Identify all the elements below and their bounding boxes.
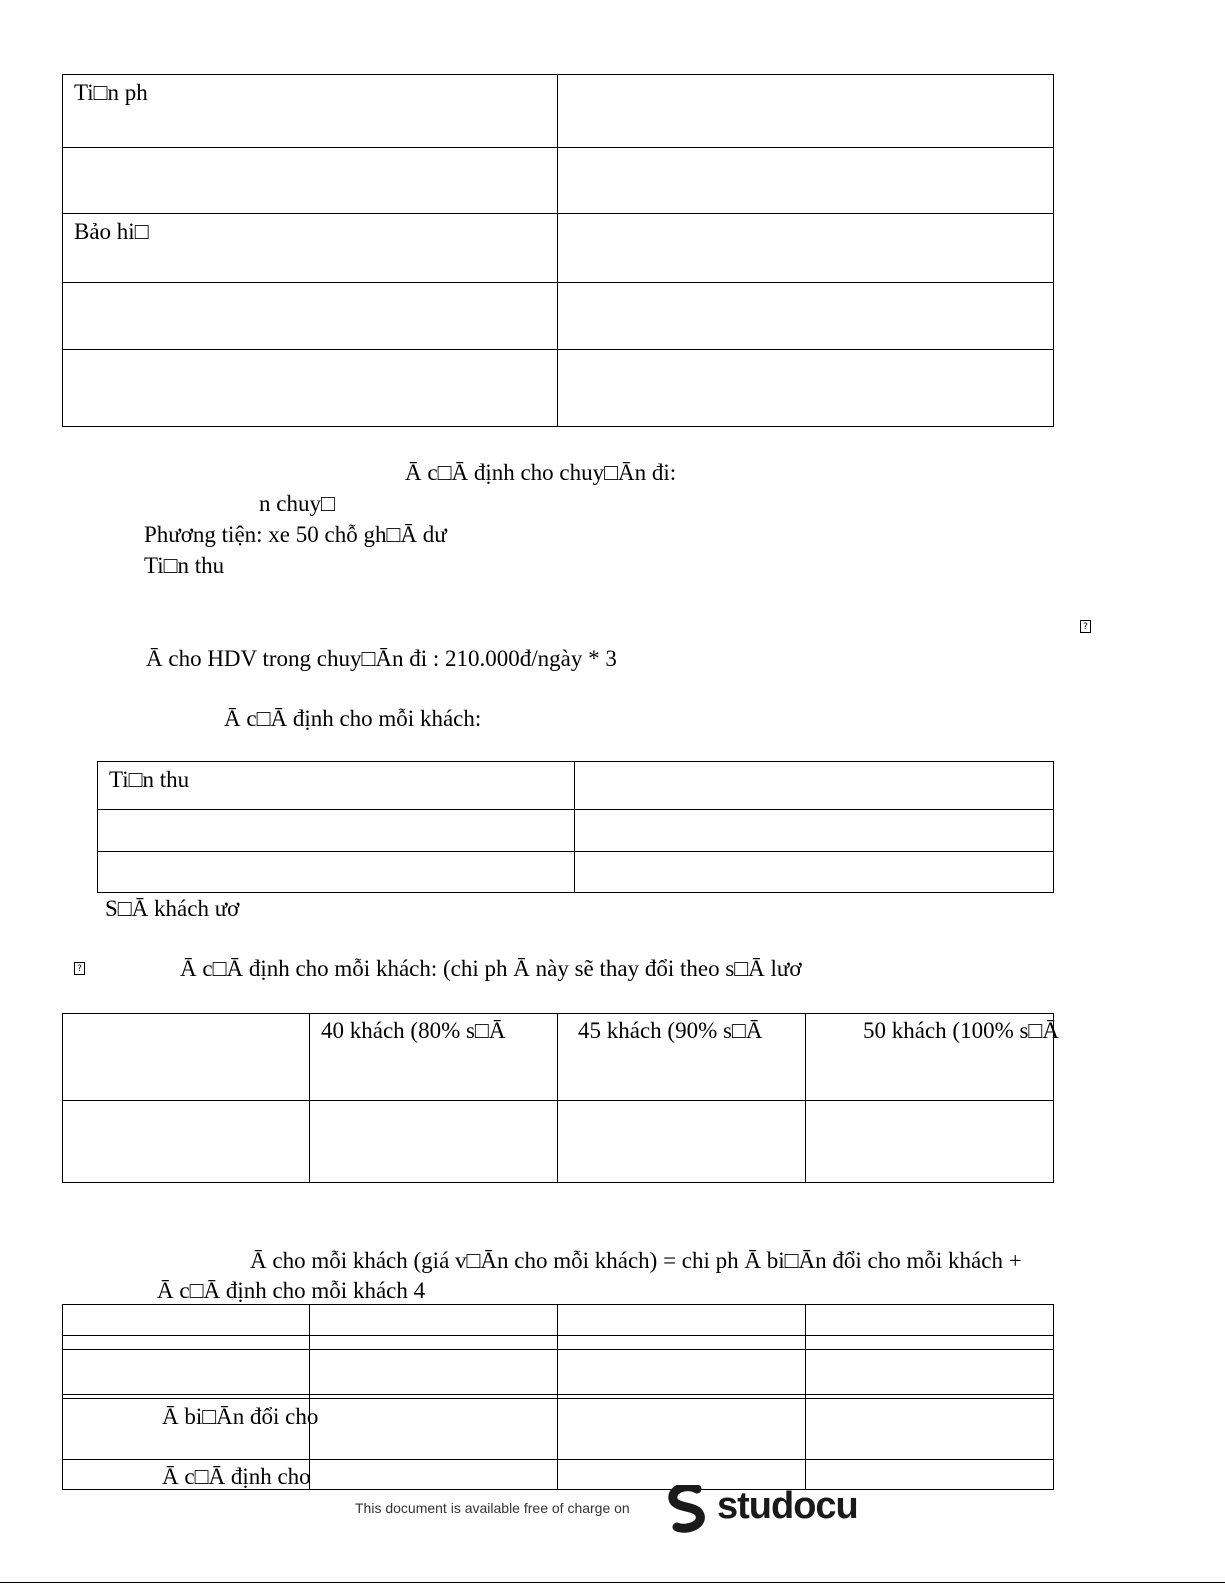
text-line: n chuy□ — [259, 491, 335, 516]
table-1-border — [62, 74, 1054, 427]
table-row-divider — [62, 147, 1054, 148]
table-row-divider — [62, 1335, 1054, 1336]
table-row-divider — [97, 809, 1054, 810]
table-4-border — [62, 1304, 1054, 1490]
section-heading-fixed-guest: Ā c□Ā định cho mỗi khách: — [224, 706, 482, 731]
text-line-vehicle: Phương tiện: xe 50 chỗ gh□Ā dư — [144, 522, 447, 547]
table-row-divider — [62, 282, 1054, 283]
table-3-header-45: 45 khách (90% s□Ā — [578, 1018, 763, 1043]
missing-glyph-icon: ? — [1080, 620, 1091, 633]
table-4-row-fixed: Ā c□Ā định cho — [162, 1464, 311, 1489]
table-4-divider — [805, 1304, 806, 1490]
studocu-logo[interactable] — [667, 1483, 862, 1535]
text-line-guide-fee: Ā cho HDV trong chuy□Ān đi : 210.000đ/ngày * 3 — [146, 646, 617, 671]
footer-available-text: This document is available free of charge on — [355, 1500, 630, 1516]
table-2-divider — [574, 761, 575, 893]
table-4-divider — [309, 1304, 310, 1490]
table-1-cell-fee: Ti□n ph — [74, 80, 148, 105]
table-row-divider — [62, 1100, 1054, 1101]
table-1-cell-insurance: Bảo hi□ — [74, 219, 149, 244]
section-heading-fixed-guest-variable: Ā c□Ā định cho mỗi khách: (chi ph Ā này sẽ thay đổi theo s□Ā lươ — [180, 956, 802, 981]
section-heading-fixed-trip: Ā c□Ā định cho chuy□Ān đi: — [405, 460, 677, 485]
table-1-divider — [557, 74, 558, 427]
text-price-formula-cont: Ā c□Ā định cho mỗi khách 4 — [157, 1278, 426, 1303]
table-2-border — [97, 761, 1054, 893]
table-row-divider — [62, 213, 1054, 214]
table-2-cell-revenue: Ti□n thu — [109, 767, 190, 792]
studocu-wordmark: studocu — [717, 1485, 858, 1527]
table-4-row-variable: Ā bi□Ān đổi cho — [162, 1404, 319, 1429]
table-row-divider — [62, 1349, 1054, 1350]
text-guest-estimate: S□Ā khách ươ — [105, 896, 240, 921]
text-price-formula: Ā cho mỗi khách (giá v□Ān cho mỗi khách) = chi ph Ā bi□Ān đổi cho mỗi khách + — [250, 1248, 1022, 1273]
table-3-header-50: 50 khách (100% s□Ā — [863, 1018, 1059, 1043]
studocu-s-icon — [667, 1485, 713, 1533]
table-3-divider — [557, 1013, 558, 1183]
table-row-divider — [62, 1459, 1054, 1460]
table-3-header-40: 40 khách (80% s□Ā — [321, 1018, 506, 1043]
missing-glyph-icon: ? — [74, 962, 85, 975]
table-row-divider — [62, 1394, 1054, 1395]
table-row-divider — [62, 349, 1054, 350]
table-row-divider — [97, 851, 1054, 852]
table-3-divider — [805, 1013, 806, 1183]
table-3-divider — [309, 1013, 310, 1183]
table-row-divider — [62, 1398, 1054, 1399]
text-line: Ti□n thu — [144, 553, 225, 578]
page-bottom-rule — [0, 1582, 1225, 1583]
table-4-divider — [557, 1304, 558, 1490]
